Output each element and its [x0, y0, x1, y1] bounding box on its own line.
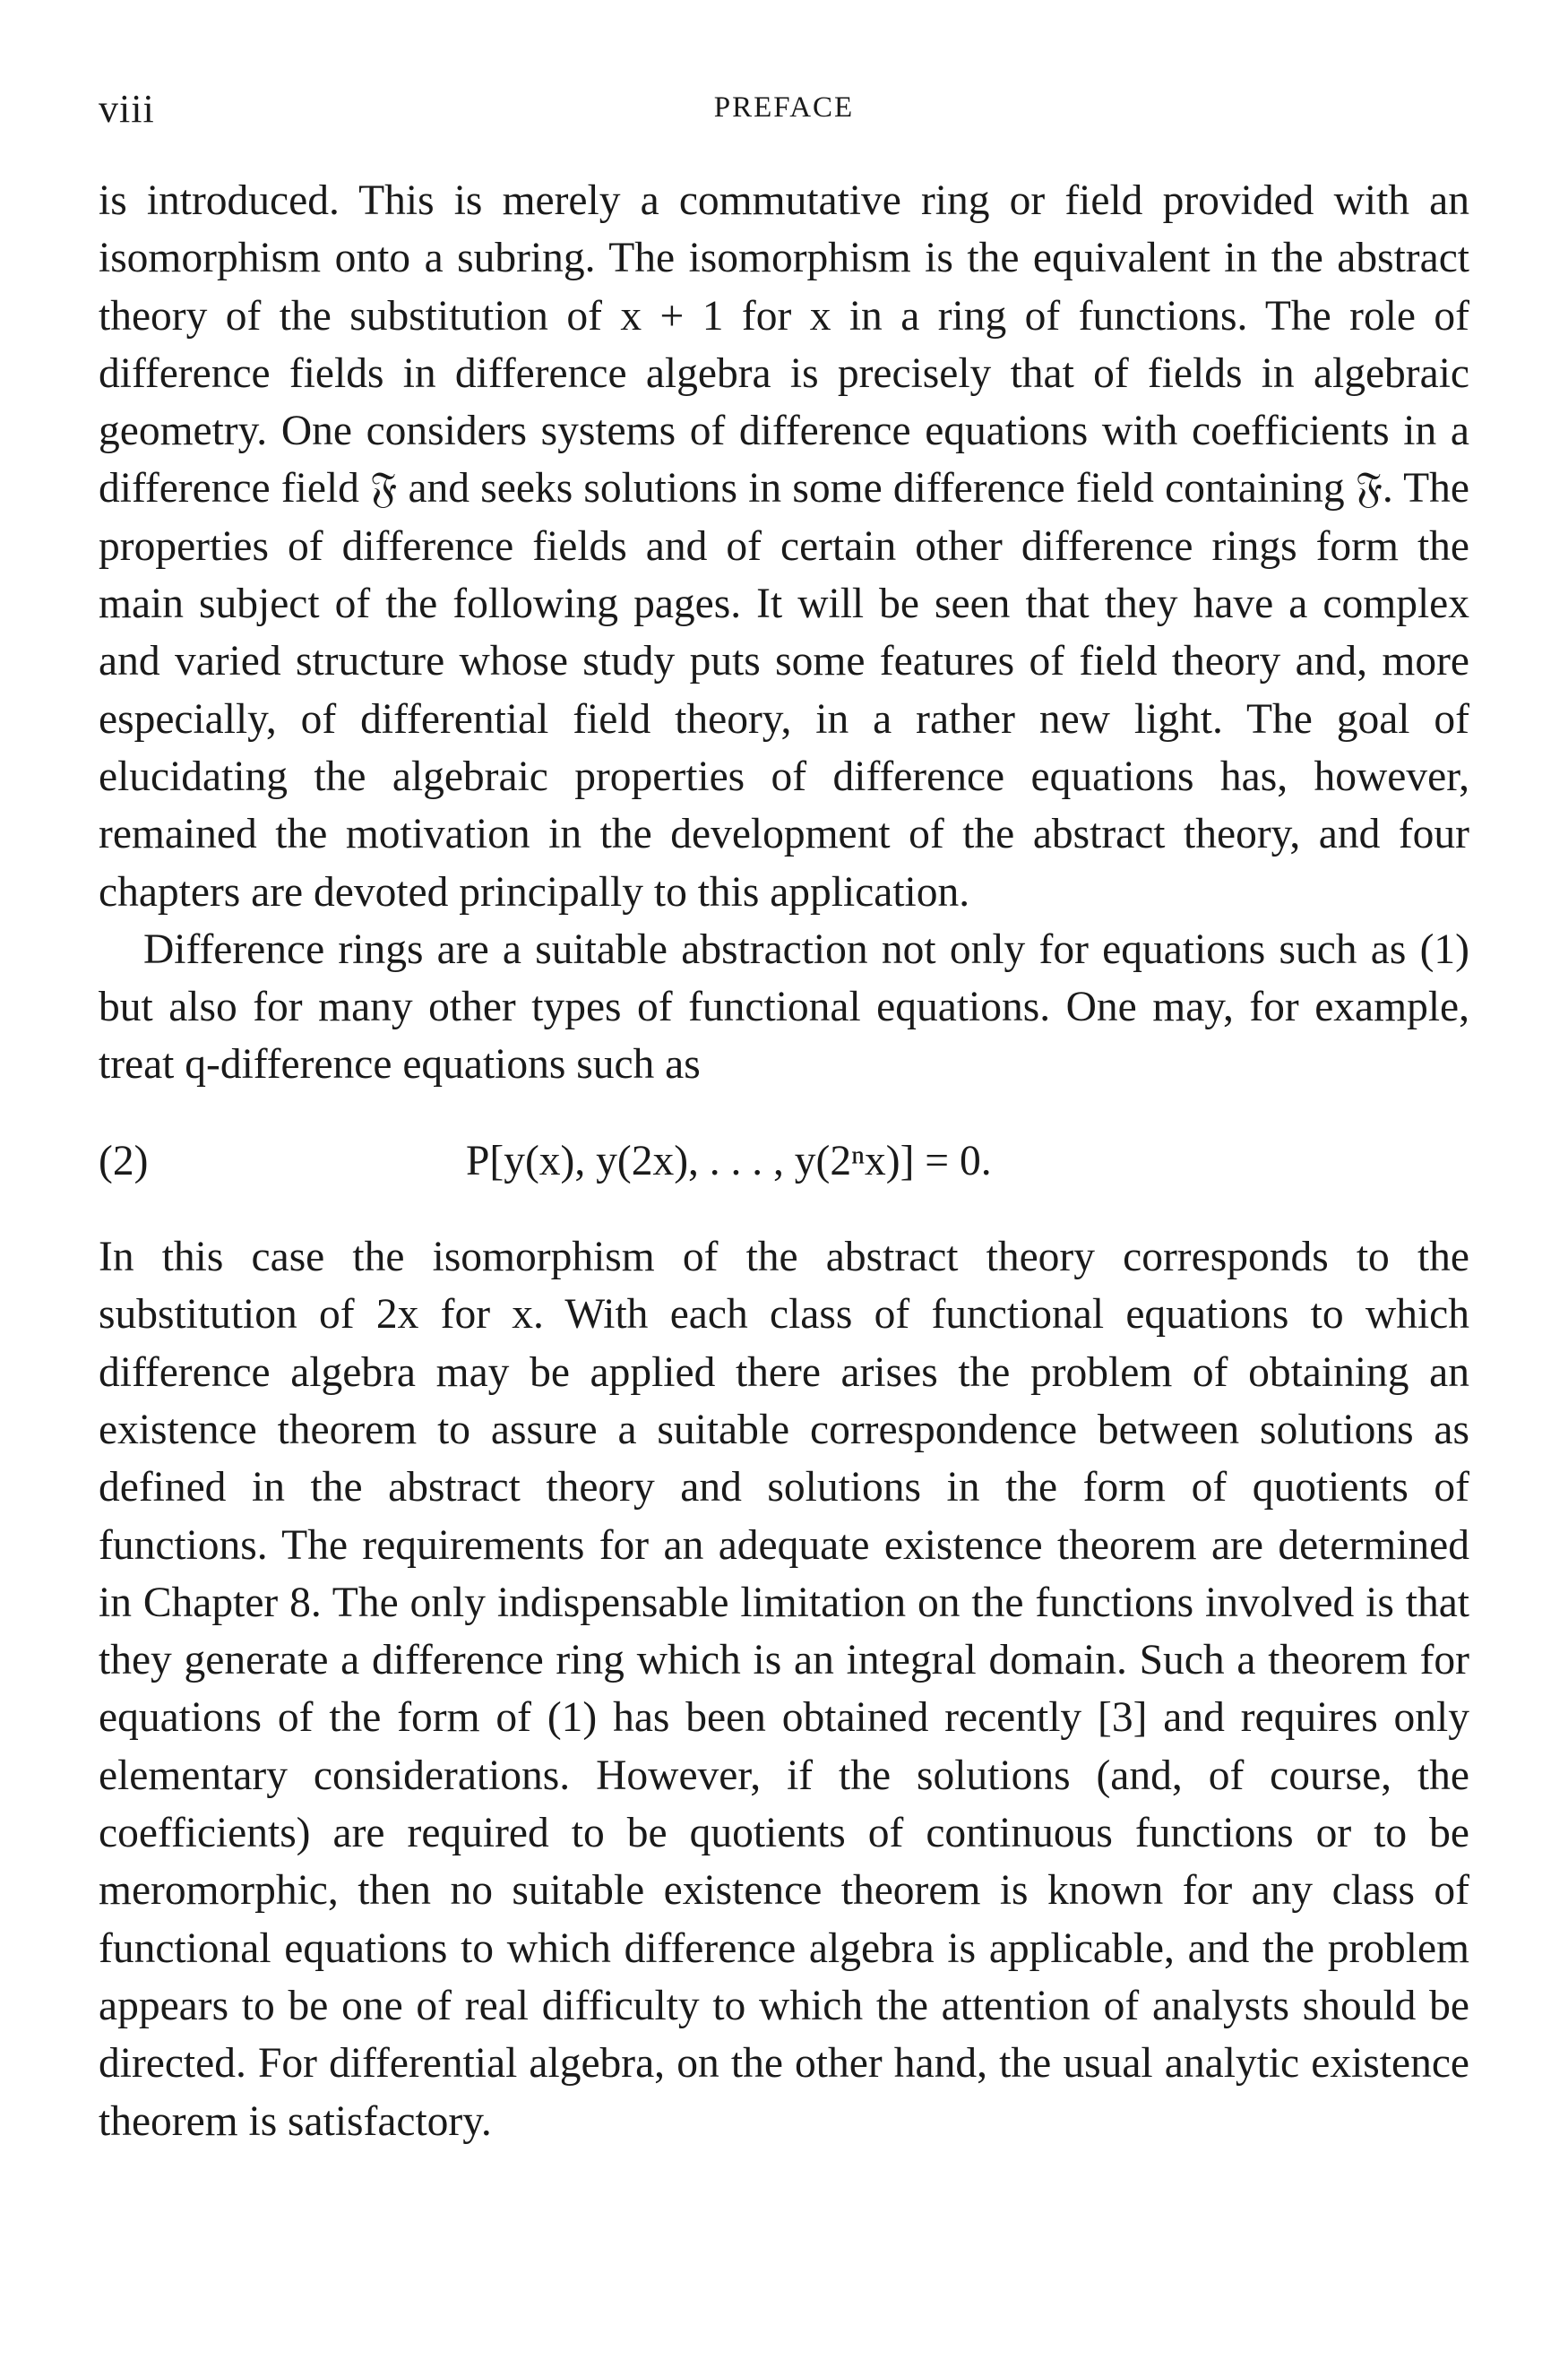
running-head: PREFACE	[713, 91, 855, 124]
page-number: viii	[99, 87, 155, 131]
equation-2	[99, 1132, 1469, 1190]
paragraph-3: In this case the isomorphism of the abstract theory corresponds to the substitution of 2x for x. With each class of functional equations to which difference algebra may be applied there arises the problem of obtaining an existence theorem to assure a suitable correspondence between solutions as defined in the abstract theory and solutions in the form of quotients of functions. The requirements for an adequate existence theorem are determined in Chapter 8. The only indispensable limitation on the functions involved is that they generate a difference ring which is an integral domain. Such a theorem for equations of the form of (1) has been obtained recently [3] and requires only elementary considerations. However, if the solutions (and, of course, the coefficients) are required to be quotients of continuous functions or to be meromorphic, then no suitable existence theorem is known for any class of functional equations to which difference algebra is applicable, and the problem appears to be one of real difficulty to which the attention of analysts should be directed. For differential algebra, on the other hand, the usual analytic existence theorem is satisfactory.	[99, 1234, 1469, 2145]
paragraph-2: Difference rings are a suitable abstraction not only for equations such as (1) but also for many other types of functional equations. One may, for example, treat q-difference equations such as	[99, 926, 1469, 1089]
page-header	[99, 86, 1469, 140]
equation-text: P[y(x), y(2x), . . . , y(2ⁿx)] = 0.	[466, 1137, 992, 1184]
page-body	[99, 172, 1469, 2150]
paragraph-1: is introduced. This is merely a commutative ring or field provided with an isomorphism onto a subring. The isomorphism is the equivalent in the abstract theory of the substitution of x + 1 for x in a ring of functions. The role of difference fields in difference algebra is precisely that of fields in algebraic geometry. One considers systems of difference equations with coefficients in a difference field 𝔉 and seeks solutions in some difference field containing 𝔉. The properties of difference fields and of certain other difference rings form the main subject of the following pages. It will be seen that they have a complex and varied structure whose study puts some features of field theory and, more especially, of differential field theory, in a rather new light. The goal of elucidating the algebraic properties of difference equations has, however, remained the motivation in the development of the abstract theory, and four chapters are devoted principally to this application.	[99, 177, 1469, 916]
equation-number: (2)	[99, 1137, 149, 1184]
